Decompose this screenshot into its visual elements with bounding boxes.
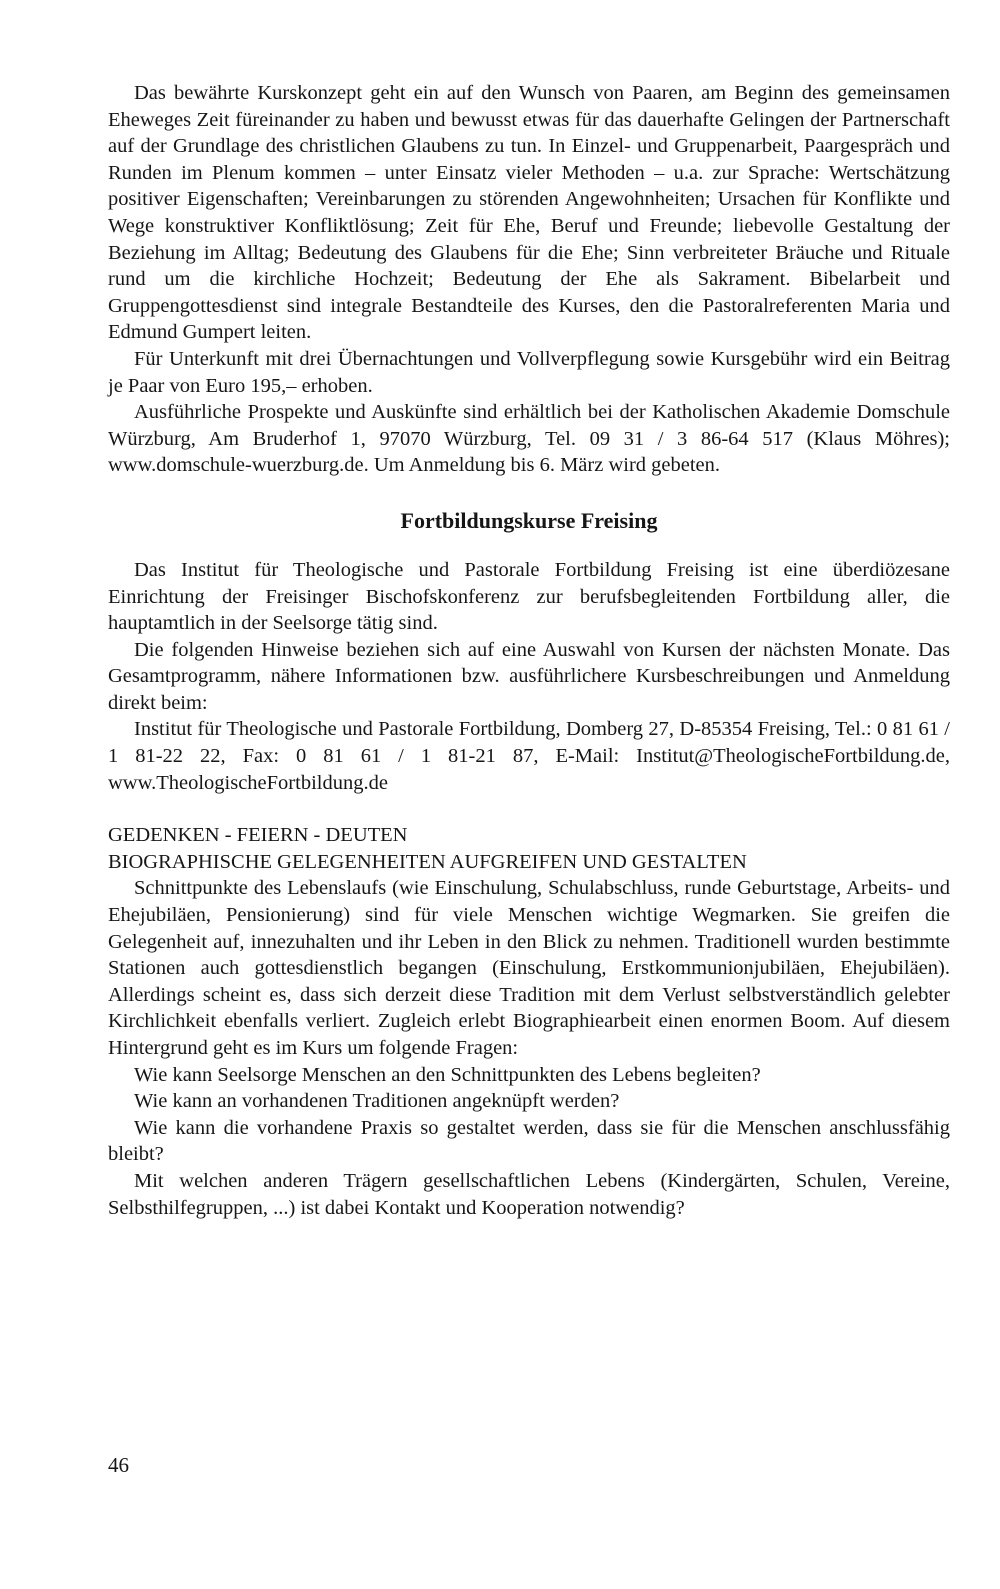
course-title-line-2: BIOGRAPHISCHE GELEGENHEITEN AUFGREIFEN UND GESTALTEN	[108, 850, 747, 873]
institute-notes-paragraph: Die folgenden Hinweise beziehen sich auf eine Auswahl von Kursen der nächsten Monate. Das Gesamtprogramm, nähere Informationen bzw. ausführlichere Kursbeschreibungen und Anmeldung direkt beim:	[108, 638, 950, 714]
course-intro-paragraph: Schnittpunkte des Lebenslaufs (wie Einschulung, Schulabschluss, runde Geburtstage, Arbeits- und Ehejubiläen, Pensionierung) sind für viele Menschen wichtige Wegmarken. Sie greifen die Gelegenheit auf, innezuhalten und ihr Leben in den Blick zu nehmen. Traditionell wurden bestimmte Stationen auch gottesdienstlich begangen (Einschulung, Erstkommunionjubiläen, Ehejubiläen). Allerdings scheint es, dass sich derzeit diese Tradition mit dem Verlust selbstverständlich gelebter Kirchlichkeit ebenfalls verliert. Zugleich erlebt Biographiearbeit einen enormen Boom. Auf diesem Hintergrund geht es im Kurs um folgende Fragen:	[108, 877, 950, 1059]
course-contact-paragraph: Ausführliche Prospekte und Auskünfte sind erhältlich bei der Katholischen Akademie Domschule Würzburg, Am Bruderhof 1, 97070 Würzburg, Tel. 09 31 / 3 86-64 517 (Klaus Möhres); www.domschule-wuerzburg.de. Um Anmeldung bis 6. März wird gebeten.	[108, 401, 950, 477]
course-question: Mit welchen anderen Trägern gesellschaftlichen Lebens (Kindergärten, Schulen, Vereine, Selbsthilfegruppen, ...) ist dabei Kontakt und Kooperation notwendig?	[108, 1169, 950, 1219]
section-heading: Fortbildungskurse Freising	[400, 507, 658, 533]
page-number: 46	[108, 1453, 129, 1477]
page-body	[108, 80, 950, 1221]
institute-section	[108, 557, 950, 796]
course-concept-paragraph: Das bewährte Kurskonzept geht ein auf den Wunsch von Paaren, am Beginn des gemeinsamen Eheweges Zeit füreinander zu haben und bewusst etwas für das dauerhafte Gelingen der Partnerschaft auf der Grundlage des christlichen Glaubens zu tun. In Einzel- und Gruppenarbeit, Paargespräch und Runden im Plenum kommen – unter Einsatz vieler Methoden – u.a. zur Sprache: Wertschätzung positiver Eigenschaften; Vereinbarungen zu störenden Angewohnheiten; Ursachen für Konflikte und Wege konstruktiver Konfliktlösung; Zeit für Ehe, Beruf und Freunde; liebevolle Gestaltung der Beziehung im Alltag; Bedeutung des Glaubens für die Ehe; Sinn verbreiteter Bräuche und Rituale rund um die kirchliche Hochzeit; Bedeutung der Ehe als Sakrament. Bibelarbeit und Gruppengottesdienst sind integrale Bestandteile des Kurses, den die Pastoralreferenten Maria und Edmund Gumpert leiten.	[108, 82, 950, 344]
course-description-section	[108, 80, 950, 479]
course-fee-paragraph: Für Unterkunft mit drei Übernachtungen und Vollverpflegung sowie Kursgebühr wird ein Beitrag je Paar von Euro 195,– erhoben.	[108, 347, 950, 397]
course-question: Wie kann an vorhandenen Traditionen angeknüpft werden?	[134, 1090, 620, 1113]
institute-intro-paragraph: Das Institut für Theologische und Pastorale Fortbildung Freising ist eine überdiözesane Einrichtung der Freisinger Bischofskonferenz zur berufsbegleitenden Fortbildung aller, die hauptamtlich in der Seelsorge tätig sind.	[108, 558, 950, 635]
institute-address-paragraph: Institut für Theologische und Pastorale Fortbildung, Domberg 27, D-85354 Freising, Tel.: 0 81 61 / 1 81-22 22, Fax: 0 81 61 / 1 81-21 87, E-Mail: Institut@TheologischeFortbildung.de, www.TheologischeFortbildung.de	[108, 718, 950, 794]
course-title-line-1: GEDENKEN - FEIERN - DEUTEN	[108, 824, 408, 847]
course-question: Wie kann Seelsorge Menschen an den Schnittpunkten des Lebens begleiten?	[134, 1063, 761, 1086]
course-section	[108, 822, 950, 1221]
course-question: Wie kann die vorhandene Praxis so gestaltet werden, dass sie für die Menschen anschlussfähig bleibt?	[108, 1116, 950, 1166]
